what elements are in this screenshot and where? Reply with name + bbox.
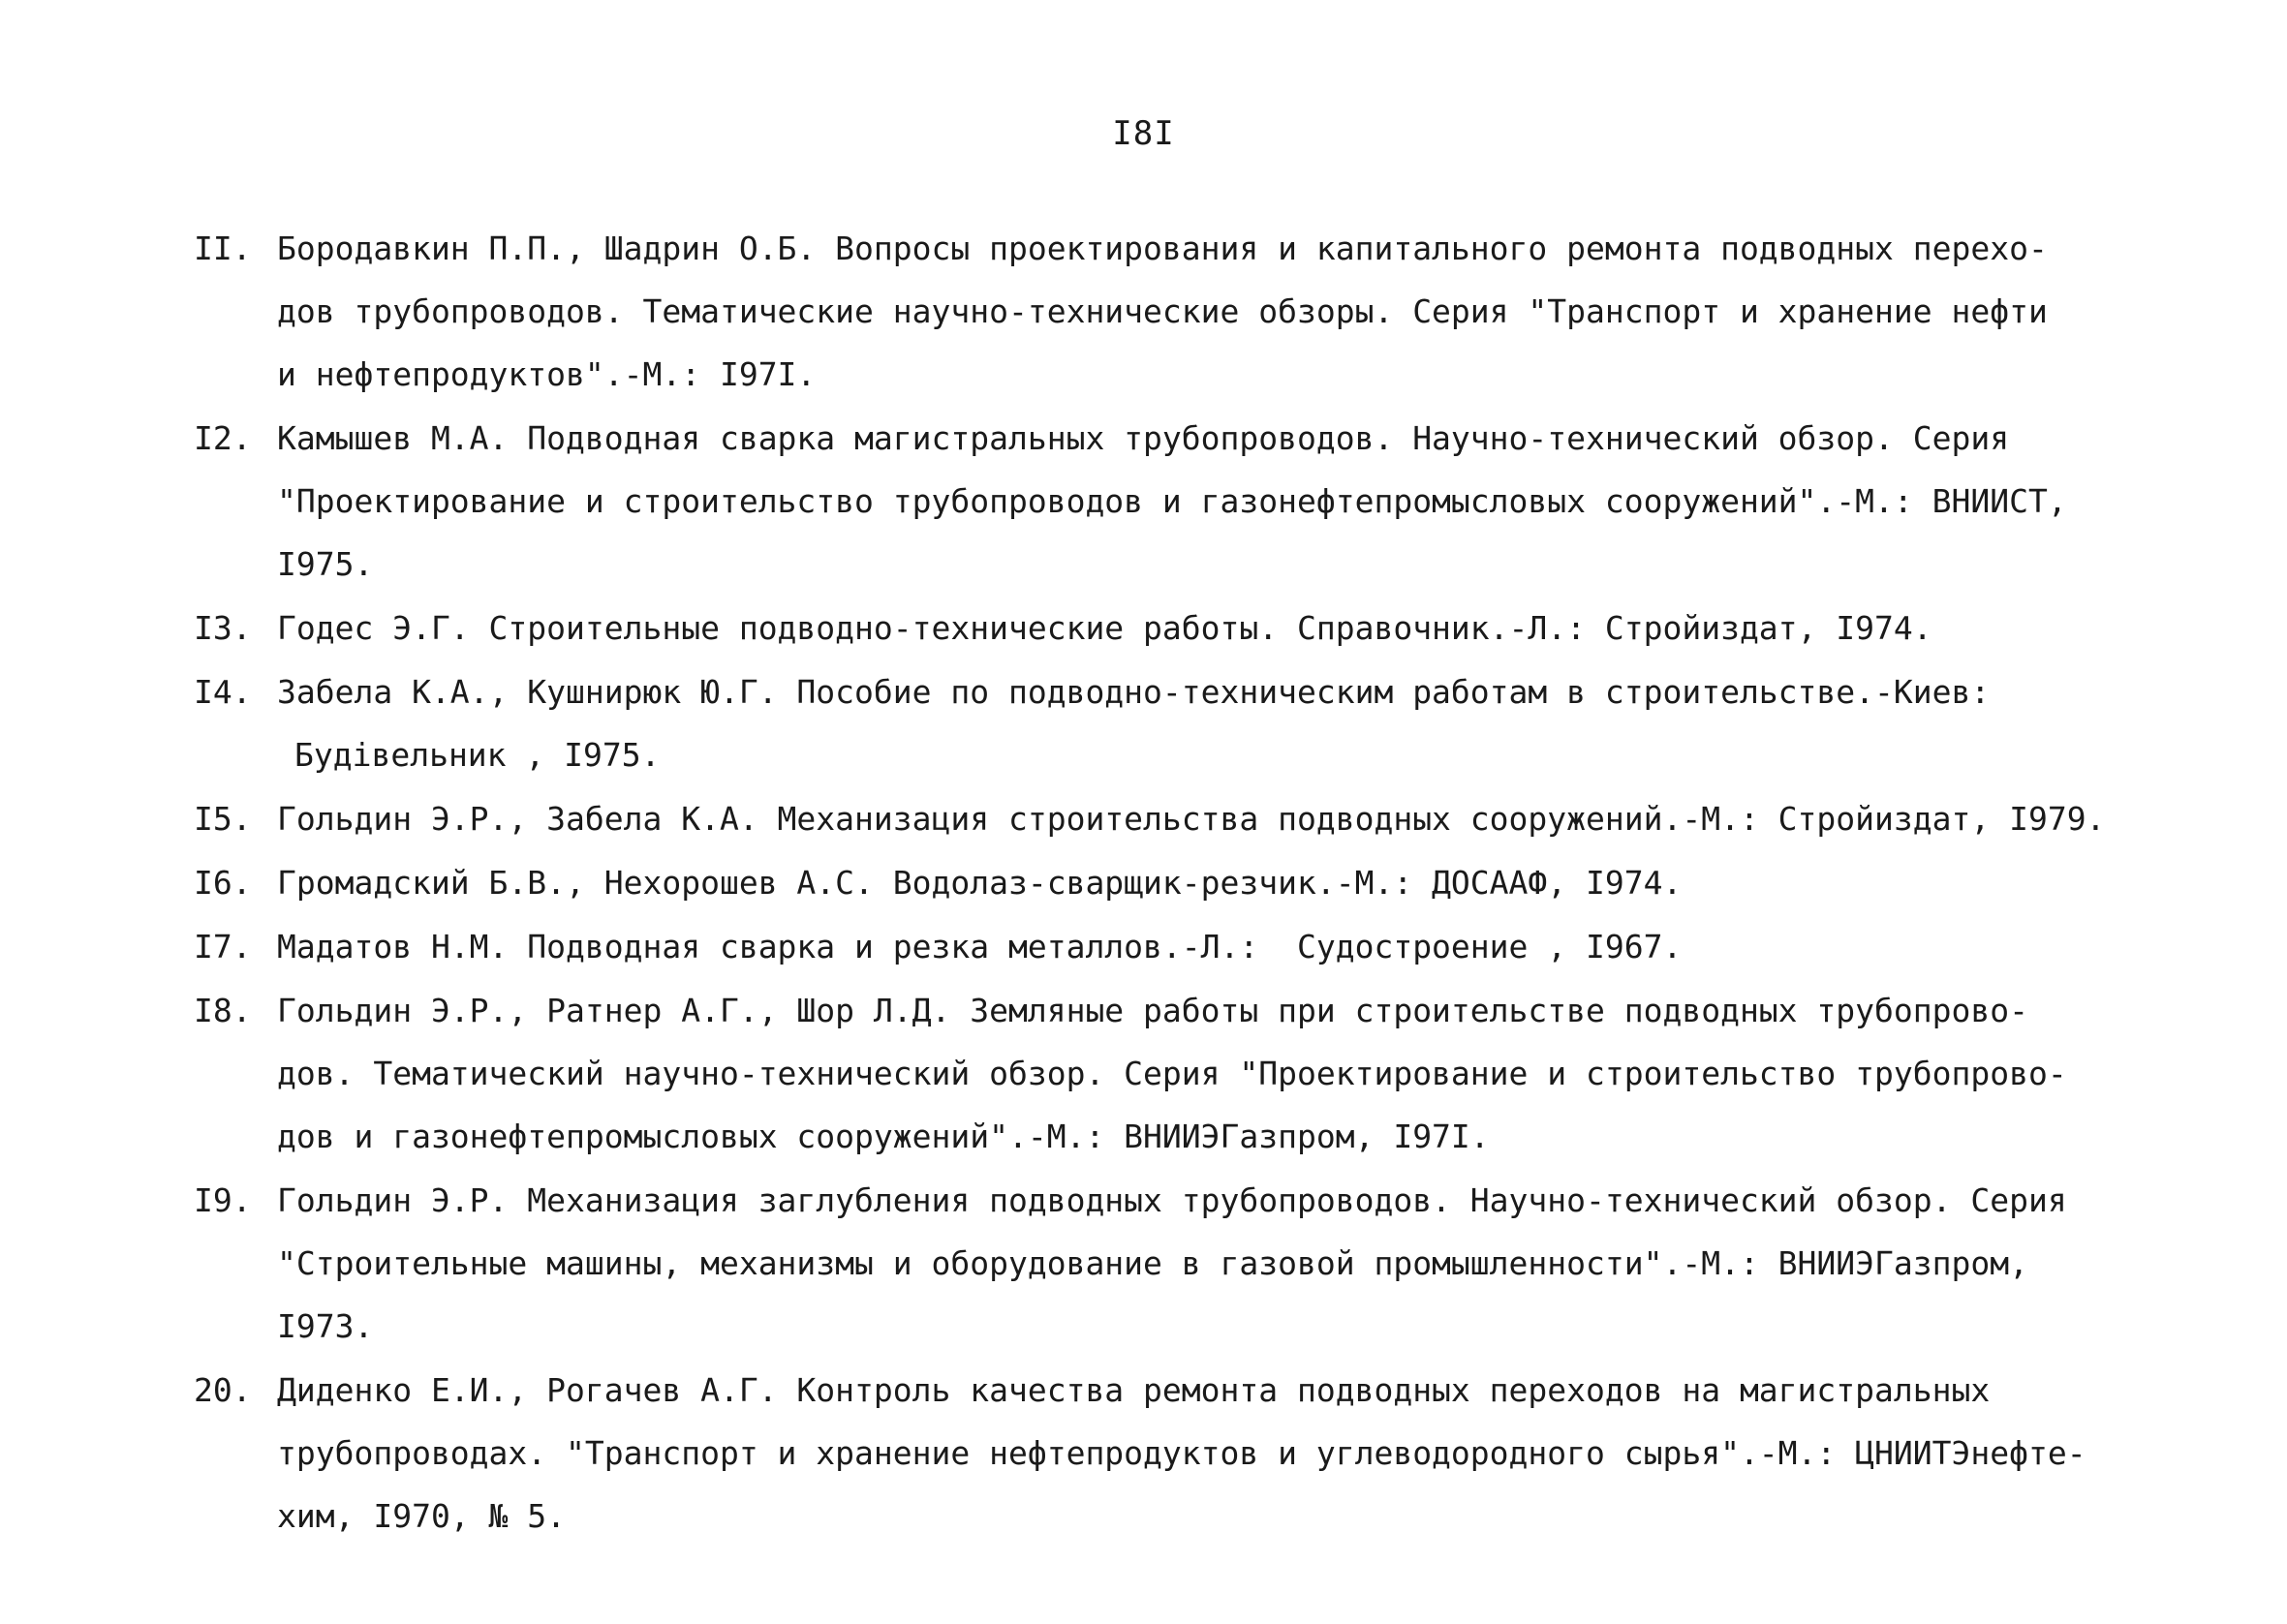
reference-text-line: Годес Э.Г. Строительные подводно-технические работы. Справочник.-Л.: Стройиздат, I974.: [277, 609, 1932, 647]
reference-text-line: Камышев М.А. Подводная сварка магистральных трубопроводов. Научно-технический обзор. Серия: [277, 419, 2010, 457]
reference-item: [194, 979, 2131, 1168]
reference-item: [194, 407, 2131, 596]
reference-text-line: хим, I970, № 5.: [277, 1497, 567, 1535]
reference-item: [194, 851, 2131, 914]
reference-text-line: Будiвельник , I975.: [294, 736, 661, 774]
reference-text-line: Гольдин Э.Р. Механизация заглубления подводных трубопроводов. Научно-технический обзор. Серия: [277, 1181, 2067, 1219]
reference-text-line: Громадский Б.В., Нехорошев А.С. Водолаз-сварщик-резчик.-М.: ДОСААФ, I974.: [277, 864, 1683, 902]
reference-number: I2.: [194, 419, 252, 457]
reference-number: I9.: [194, 1181, 252, 1219]
reference-list: [194, 217, 2131, 1548]
reference-number: I4.: [194, 673, 252, 711]
reference-number: I7.: [194, 928, 252, 965]
reference-text-line: дов. Тематический научно-технический обзор. Серия "Проектирование и строительство трубопрово-: [277, 1055, 2067, 1092]
reference-item: [194, 915, 2131, 978]
reference-text-line: I973.: [277, 1307, 374, 1345]
reference-text-line: Диденко Е.И., Рогачев А.Г. Контроль качества ремонта подводных переходов на магистральных: [277, 1371, 1991, 1409]
reference-text-line: Мадатов Н.М. Подводная сварка и резка металлов.-Л.: Судостроение , I967.: [277, 928, 1683, 965]
reference-text-line: дов трубопроводов. Тематические научно-технические обзоры. Серия "Транспорт и хранение нефти: [277, 292, 2048, 330]
reference-number: II.: [194, 230, 252, 267]
reference-number: I8.: [194, 992, 252, 1029]
reference-text-line: трубопроводах. "Транспорт и хранение нефтепродуктов и углеводородного сырья".-М.: ЦНИИТЭнефте-: [277, 1434, 2086, 1472]
reference-text-line: дов и газонефтепромысловых сооружений".-М.: ВНИИЭГазпром, I97I.: [277, 1118, 1490, 1155]
reference-item: [194, 787, 2131, 850]
reference-item: [194, 1169, 2131, 1358]
page-number: I8I: [1112, 114, 1175, 153]
reference-number: I5.: [194, 800, 252, 838]
reference-item: [194, 597, 2131, 659]
reference-text-line: и нефтепродуктов".-М.: I97I.: [277, 355, 817, 393]
reference-text-line: Бородавкин П.П., Шадрин О.Б. Вопросы проектирования и капитального ремонта подводных перехо-: [277, 230, 2048, 267]
reference-text-line: "Проектирование и строительство трубопроводов и газонефтепромысловых сооружений".-М.: ВНИИСТ,: [277, 482, 2067, 520]
reference-item: [194, 1359, 2131, 1547]
reference-text-line: I975.: [277, 545, 374, 583]
reference-item: [194, 217, 2131, 406]
reference-number: I6.: [194, 864, 252, 902]
reference-text-line: Гольдин Э.Р., Ратнер А.Г., Шор Л.Д. Земляные работы при строительстве подводных трубопрово-: [277, 992, 2028, 1029]
reference-number: I3.: [194, 609, 252, 647]
reference-text-line: Забела К.А., Кушнирюк Ю.Г. Пособие по подводно-техническим работам в строительстве.-Киев:: [277, 673, 1991, 711]
reference-number: 20.: [194, 1371, 252, 1409]
reference-item: [194, 660, 2131, 786]
reference-text-line: Гольдин Э.Р., Забела К.А. Механизация строительства подводных сооружений.-М.: Стройиздат, I979.: [277, 800, 2106, 838]
reference-text-line: "Строительные машины, механизмы и оборудование в газовой промышленности".-М.: ВНИИЭГазпром,: [277, 1244, 2028, 1282]
